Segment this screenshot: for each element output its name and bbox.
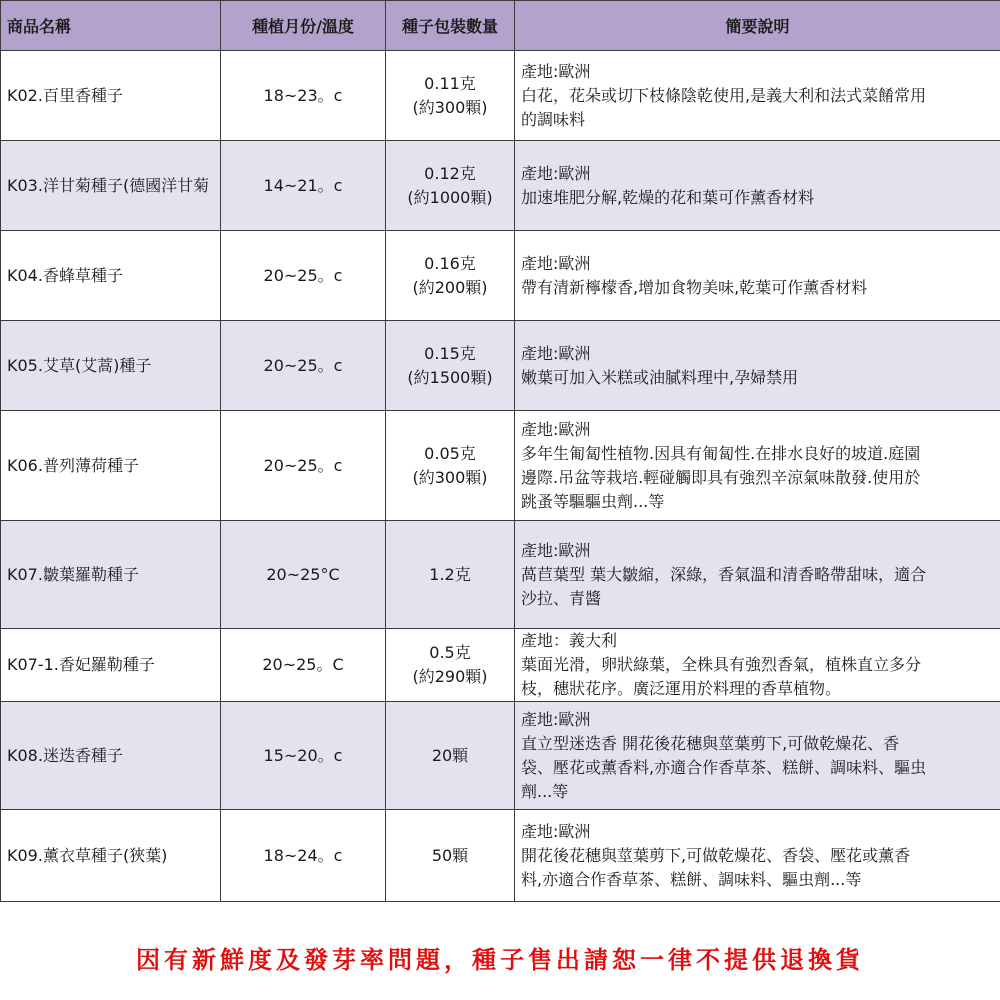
product-name-cell: K09.薰衣草種子(狹葉): [1, 810, 221, 902]
description-line: 直立型迷迭香 開花後花穗與莖葉剪下,可做乾燥花、香: [521, 733, 900, 753]
origin-line: 產地:歐洲: [521, 709, 591, 729]
header-description: 簡要說明: [515, 1, 1000, 51]
description-line: 葉面光滑，卵狀綠葉，全株具有強烈香氣，植株直立多分: [521, 655, 922, 674]
product-name-cell: K06.普列薄荷種子: [1, 411, 221, 521]
package-qty-line: 0.05克: [424, 443, 476, 463]
table-body: [1, 51, 1000, 902]
package-qty-cell: [386, 629, 515, 702]
package-qty-line: 1.2克: [429, 564, 471, 584]
planting-temp-cell: 18~23。c: [221, 51, 386, 141]
table-row: [1, 521, 1000, 629]
description-line: 跳蚤等驅驅虫劑...等: [521, 491, 665, 511]
origin-line: 產地:歐洲: [521, 419, 591, 439]
header-planting-temp: 種植月份/溫度: [221, 1, 386, 51]
package-qty-line: 0.16克: [424, 253, 476, 273]
table-row: [1, 629, 1000, 702]
package-qty-cell: [386, 521, 515, 629]
product-name-cell: K08.迷迭香種子: [1, 702, 221, 810]
table-row: [1, 810, 1000, 902]
table-header-row: [1, 1, 1000, 51]
description-cell: [515, 702, 1000, 810]
description-line: 開花後花穗與莖葉剪下,可做乾燥花、香袋、壓花或薰香: [521, 845, 911, 865]
origin-line: 產地:歐洲: [521, 540, 591, 560]
origin-line: 產地:歐洲: [521, 61, 591, 81]
table-row: [1, 141, 1000, 231]
description-line: 嫩葉可加入米糕或油膩料理中,孕婦禁用: [521, 367, 799, 387]
planting-temp-cell: 14~21。c: [221, 141, 386, 231]
product-name-cell: K05.艾草(艾蒿)種子: [1, 321, 221, 411]
description-cell: [515, 51, 1000, 141]
package-qty-line: 0.15克: [424, 343, 476, 363]
description-cell: [515, 629, 1000, 702]
package-qty-cell: [386, 411, 515, 521]
package-qty-line: (約300顆): [412, 97, 488, 117]
description-cell: [515, 411, 1000, 521]
package-qty-line: (約200顆): [412, 277, 488, 297]
package-qty-line: 0.12克: [424, 163, 476, 183]
product-name-cell: K04.香蜂草種子: [1, 231, 221, 321]
description-cell: [515, 231, 1000, 321]
origin-line: 產地:歐洲: [521, 253, 591, 273]
description-cell: [515, 810, 1000, 902]
table-row: [1, 411, 1000, 521]
description-line: 料,亦適合作香草茶、糕餅、調味料、驅虫劑...等: [521, 869, 862, 889]
description-line: 沙拉、青醬: [521, 588, 602, 608]
package-qty-line: 20顆: [431, 745, 469, 765]
product-name-cell: K02.百里香種子: [1, 51, 221, 141]
product-name-cell: K03.洋甘菊種子(德國洋甘菊: [1, 141, 221, 231]
planting-temp-cell: 20~25°C: [221, 521, 386, 629]
no-return-notice: 因有新鮮度及發芽率問題，種子售出請恕一律不提供退換貨: [136, 945, 864, 974]
origin-line: 產地:歐洲: [521, 821, 591, 841]
product-name-cell: K07.皺葉羅勒種子: [1, 521, 221, 629]
description-line: 袋、壓花或薰香料,亦適合作香草茶、糕餅、調味料、驅虫: [521, 757, 927, 777]
planting-temp-cell: 20~25。c: [221, 321, 386, 411]
origin-line: 產地:歐洲: [521, 163, 591, 183]
package-qty-line: (約1000顆): [407, 187, 493, 207]
table-row: [1, 321, 1000, 411]
package-qty-line: 0.11克: [424, 73, 476, 93]
planting-temp-cell: 20~25。C: [221, 629, 386, 702]
description-line: 邊際.吊盆等栽培.輕碰觸即具有強烈辛涼氣味散發.使用於: [521, 467, 921, 487]
package-qty-line: (約300顆): [412, 467, 488, 487]
description-line: 的調味料: [521, 109, 586, 129]
package-qty-line: (約1500顆): [407, 367, 493, 387]
package-qty-cell: [386, 51, 515, 141]
description-line: 加速堆肥分解,乾燥的花和葉可作薰香材料: [521, 187, 815, 207]
table-row: [1, 51, 1000, 141]
description-line: 帶有清新檸檬香,增加食物美味,乾葉可作薰香材料: [521, 277, 868, 297]
header-product-name: 商品名稱: [1, 1, 221, 51]
planting-temp-cell: 18~24。c: [221, 810, 386, 902]
description-line: 萵苣葉型 葉大皺縮，深綠，香氣溫和清香略帶甜味，適合: [521, 564, 927, 584]
description-line: 多年生匍匐性植物.因具有匍匐性.在排水良好的坡道.庭園: [521, 443, 921, 463]
description-cell: [515, 321, 1000, 411]
product-name-cell: K07-1.香妃羅勒種子: [1, 629, 221, 702]
package-qty-cell: [386, 810, 515, 902]
description-line: 劑...等: [521, 781, 569, 801]
package-qty-line: 50顆: [431, 845, 469, 865]
package-qty-cell: [386, 141, 515, 231]
origin-line: 產地：義大利: [521, 631, 618, 650]
header-package-qty: 種子包裝數量: [386, 1, 515, 51]
table-row: [1, 702, 1000, 810]
package-qty-cell: [386, 231, 515, 321]
table-row: [1, 231, 1000, 321]
origin-line: 產地:歐洲: [521, 343, 591, 363]
description-line: 白花，花朵或切下枝條陰乾使用,是義大利和法式菜餚常用: [521, 85, 927, 105]
package-qty-cell: [386, 321, 515, 411]
planting-temp-cell: 15~20。c: [221, 702, 386, 810]
package-qty-cell: [386, 702, 515, 810]
planting-temp-cell: 20~25。c: [221, 231, 386, 321]
package-qty-line: 0.5克: [429, 643, 471, 662]
package-qty-line: (約290顆): [412, 667, 488, 686]
description-cell: [515, 141, 1000, 231]
description-line: 枝，穗狀花序。廣泛運用於料理的香草植物。: [521, 679, 842, 698]
planting-temp-cell: 20~25。c: [221, 411, 386, 521]
description-cell: [515, 521, 1000, 629]
